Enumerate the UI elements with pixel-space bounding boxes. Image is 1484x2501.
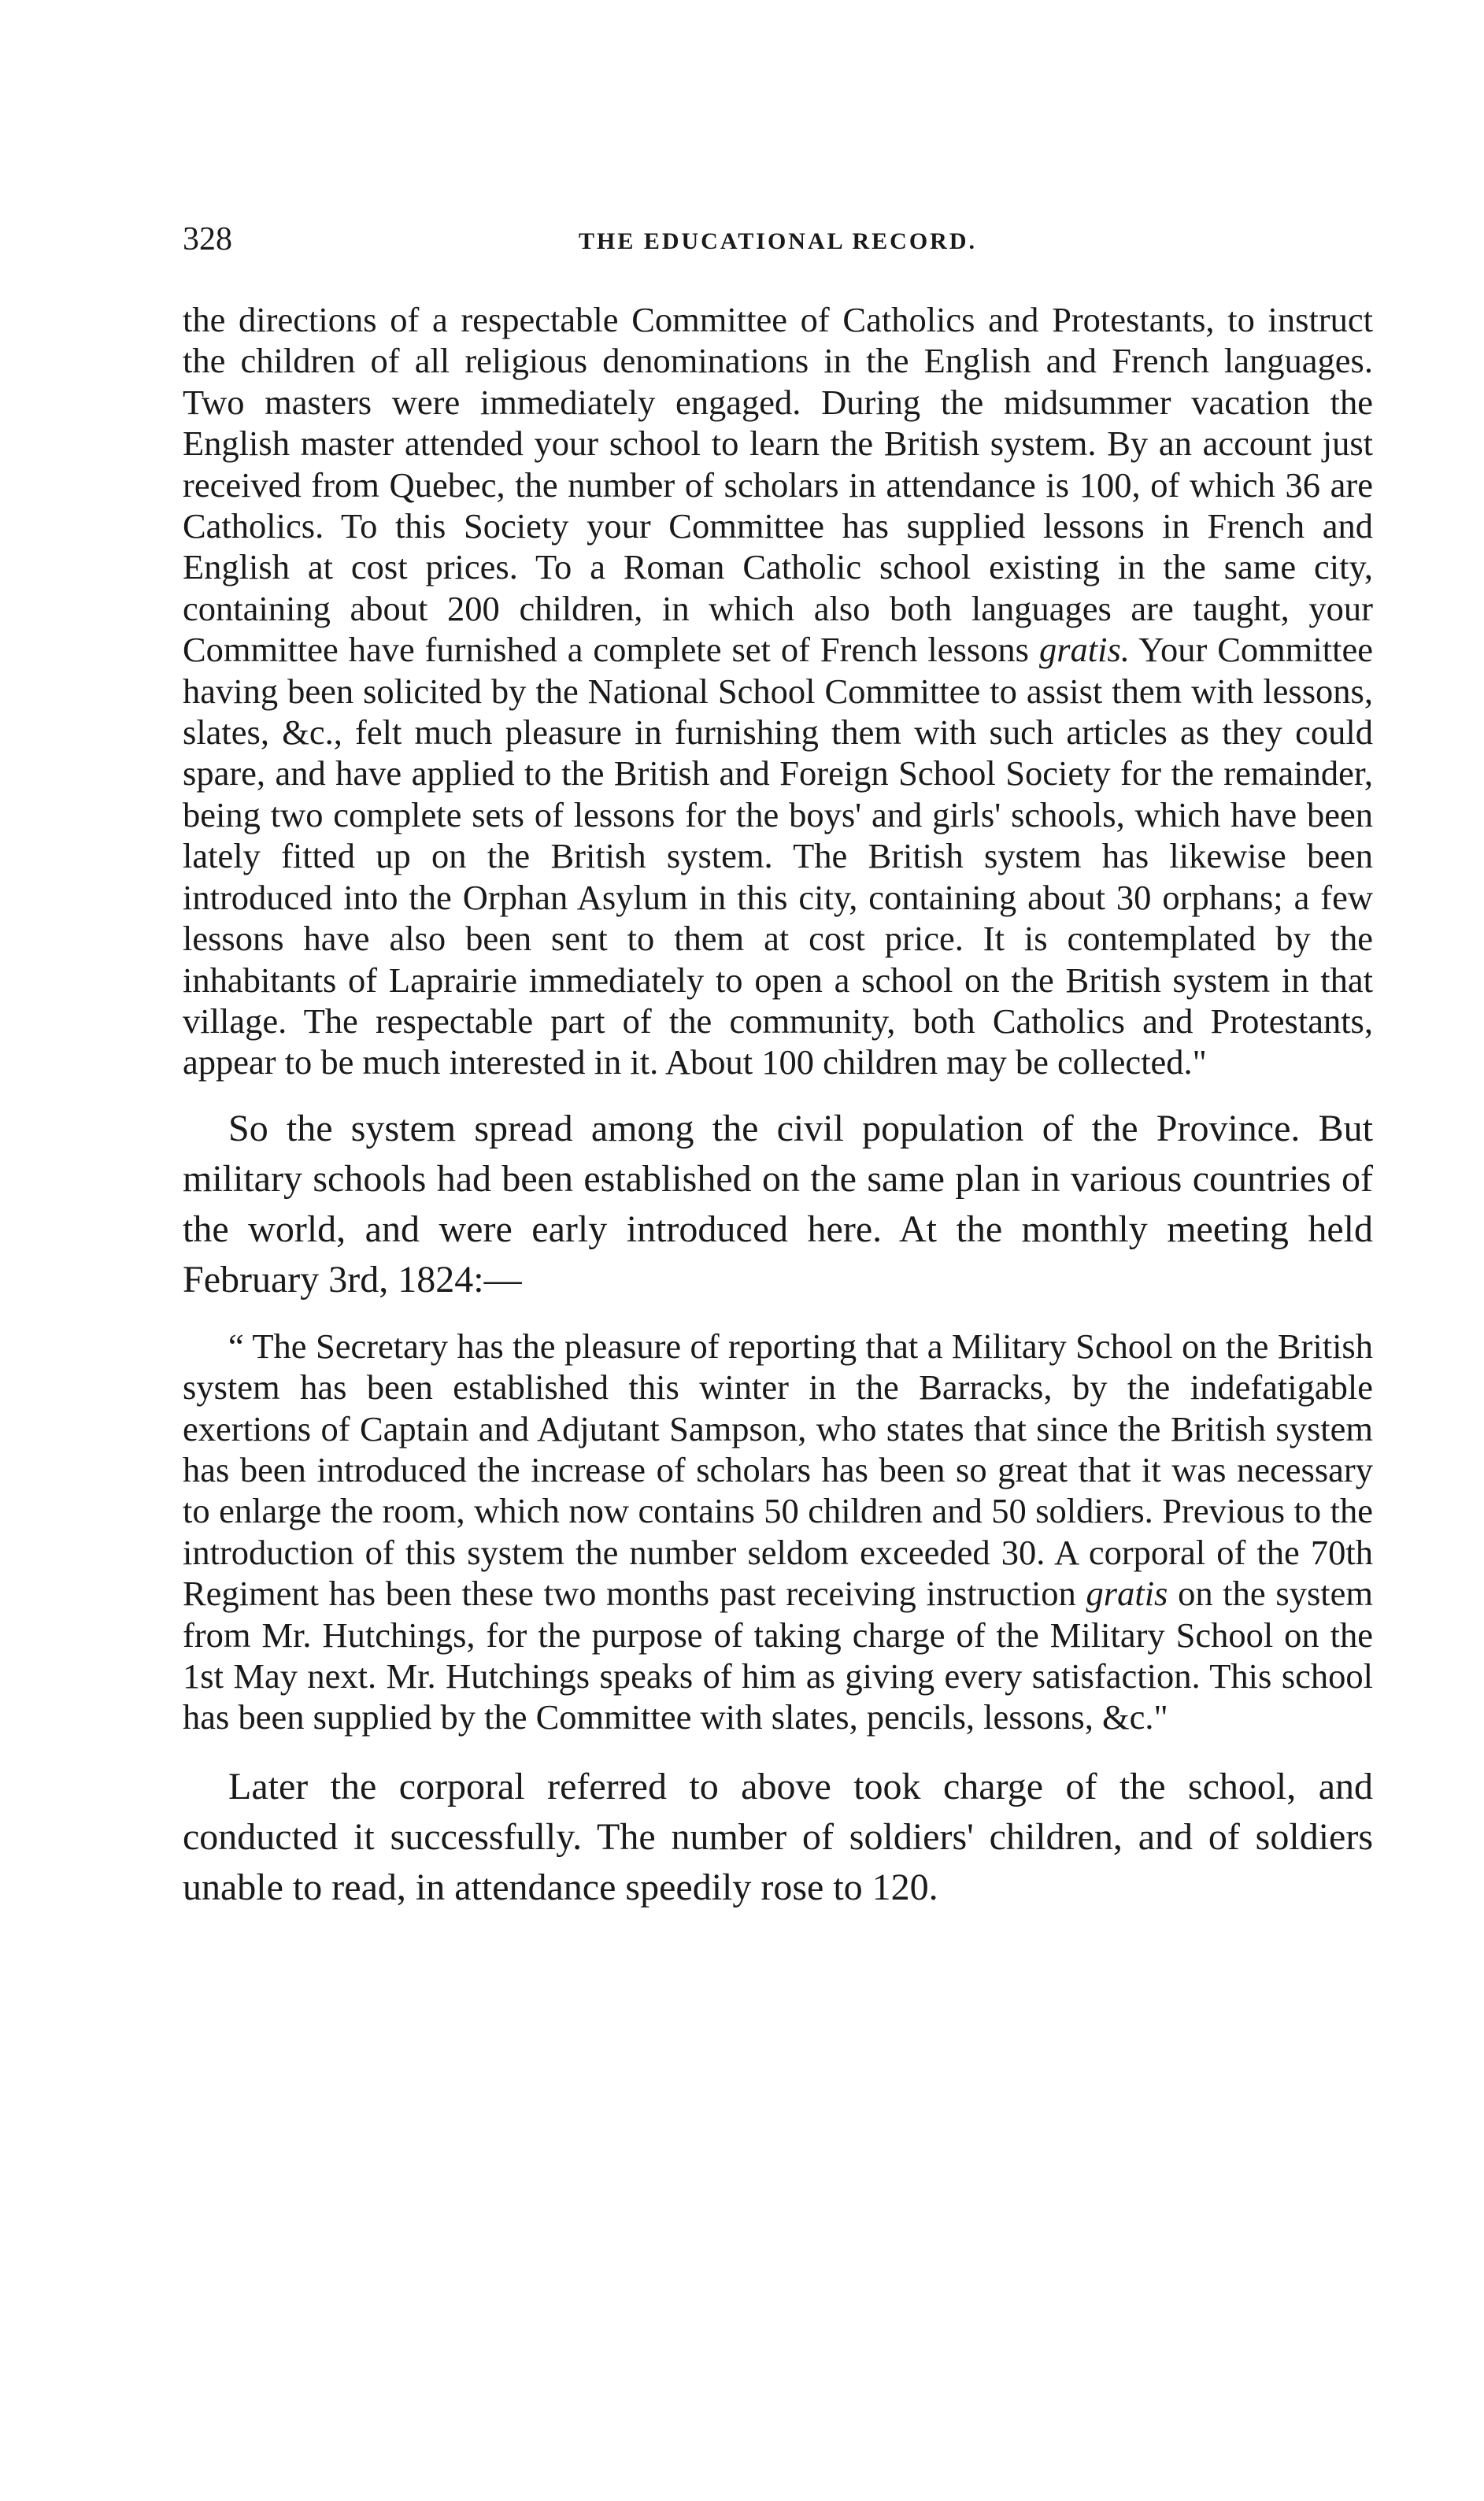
body-paragraph-corporal <box>183 1762 1373 1913</box>
paragraph: the directions of a respectable Committee of Catholics and Protestants, to instruct the children of all religious denominations in the English and French languages. Two masters were immediately engaged. During the midsummer vacation the English master attended your school to learn the British system. By an account just received from Quebec, the number of scholars in attendance is 100, of which 36 are Catholics. To this Society your Committee has supplied lessons in French and English at cost prices. To a Roman Catholic school existing in the same city, containing about 200 children, in which also both languages are taught, your Committee have furnished a complete set of French lessons gratis. Your Committee having been solicited by the National School Committee to assist them with lessons, slates, &c., felt much pleasure in furnishing them with such articles as they could spare, and have applied to the British and Foreign School Society for the remainder, being two complete sets of lessons for the boys' and girls' schools, which have been lately fitted up on the British system. The British system has likewise been introduced into the Orphan Asylum in this city, containing about 30 orphans; a few lessons have also been sent to them at cost price. It is contemplated by the inhabitants of Laprairie immediately to open a school on the British system in that village. The respectable part of the community, both Catholics and Protestants, appear to be much interested in it. About 100 children may be collected." <box>183 300 1373 1082</box>
paragraph: “ The Secretary has the pleasure of reporting that a Military School on the British system has been established this winter in the Barracks, by the indefatigable exertions of Captain and Adjutant Sampson, who states that since the British system has been introduced the increase of scholars has been so great that it was necessary to enlarge the room, which now contains 50 children and 50 soldiers. Previous to the introduction of this system the number seldom exceeded 30. A corporal of the 70th Regiment has been these two months past receiving instruction gratis on the system from Mr. Hutchings, for the purpose of taking charge of the Military School on the 1st May next. Mr. Hutchings speaks of him as giving every satisfaction. This school has been supplied by the Committee with slates, pencils, lessons, &c." <box>183 1326 1373 1737</box>
running-head <box>183 220 1373 268</box>
emphasis-text: gratis <box>1086 1574 1168 1614</box>
body-paragraph-spread <box>183 1104 1373 1305</box>
paragraph: Later the corporal referred to above took charge of the school, and conducted it successfully. The number of soldiers' children, and of soldiers unable to read, in attendance speedily rose to 120. <box>183 1765 1373 1908</box>
page-number: 328 <box>183 221 232 257</box>
quoted-report-continued <box>183 299 1373 1083</box>
emphasis-text: gratis. <box>1038 630 1130 670</box>
paragraph: So the system spread among the civil population of the Province. But military schools had been established on the same plan in various countries of the world, and were early introduced here. At the monthly meeting held February 3rd, 1824:— <box>183 1107 1373 1300</box>
page <box>183 220 1373 1913</box>
journal-title: THE EDUCATIONAL RECORD. <box>578 228 977 254</box>
quoted-military-school-report <box>183 1326 1373 1738</box>
